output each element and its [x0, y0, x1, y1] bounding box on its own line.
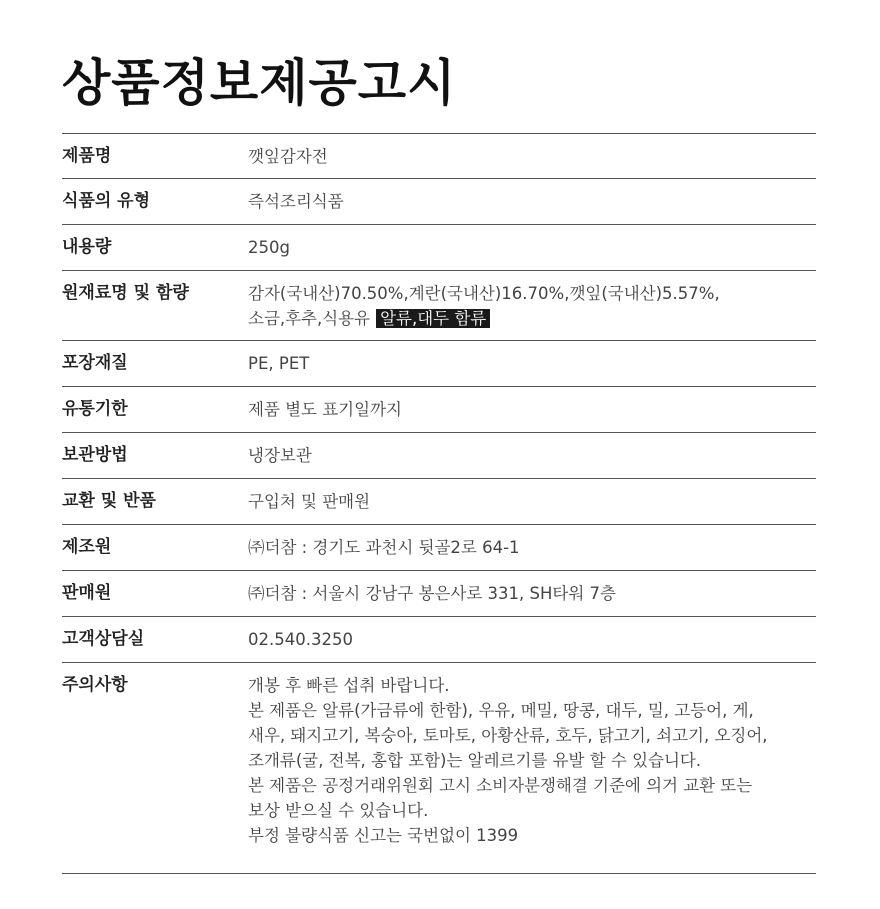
row-value: ㈜더참 : 경기도 과천시 뒷골2로 64-1	[248, 538, 520, 557]
table-row	[62, 433, 816, 479]
value-line	[248, 306, 816, 331]
notice-line: 부정 불량식품 신고는 국번없이 1399	[248, 826, 519, 845]
notice-line: 본 제품은 공정거래위원회 고시 소비자분쟁해결 기준에 의거 교환 또는	[248, 776, 753, 795]
table-row	[62, 525, 816, 571]
row-value: 제품 별도 표기일까지	[248, 400, 402, 419]
row-label: 고객상담실	[62, 629, 145, 649]
row-value: ㈜더참 : 서울시 강남구 봉은사로 331, SH타워 7층	[248, 584, 616, 603]
table-row	[62, 571, 816, 617]
table-row	[62, 387, 816, 433]
row-value: 즉석조리식품	[248, 192, 344, 211]
product-info-table	[62, 133, 816, 874]
row-label: 원재료명 및 함량	[62, 283, 189, 303]
row-value	[248, 271, 816, 340]
row-label: 식품의 유형	[62, 191, 151, 211]
row-label: 내용량	[62, 237, 112, 257]
table-row	[62, 179, 816, 225]
value-line: 감자(국내산)70.50%,계란(국내산)16.70%,깻잎(국내산)5.57%,	[248, 284, 720, 303]
row-value: 깻잎감자전	[248, 147, 328, 166]
row-label: 판매원	[62, 583, 112, 603]
notice-line: 새우, 돼지고기, 복숭아, 토마토, 아황산류, 호두, 닭고기, 쇠고기, 오징어,	[248, 726, 768, 745]
row-label: 주의사항	[62, 675, 128, 695]
notice-line: 개봉 후 빠른 섭취 바랍니다.	[248, 676, 450, 695]
row-value	[248, 663, 816, 873]
notice-line: 본 제품은 알류(가금류에 한함), 우유, 메밀, 땅콩, 대두, 밀, 고등어, 게,	[248, 701, 754, 720]
row-value: 냉장보관	[248, 446, 312, 465]
table-row	[62, 134, 816, 179]
table-row	[62, 479, 816, 525]
row-label: 교환 및 반품	[62, 491, 156, 511]
row-value: 02.540.3250	[248, 630, 353, 649]
notice-line: 조개류(굴, 전복, 홍합 포함)는 알레르기를 유발 할 수 있습니다.	[248, 751, 702, 770]
row-label: 제조원	[62, 537, 112, 557]
row-value: PE, PET	[248, 354, 310, 373]
row-label: 보관방법	[62, 445, 128, 465]
row-label: 유통기한	[62, 399, 128, 419]
row-label: 제품명	[62, 146, 112, 166]
row-label: 포장재질	[62, 353, 128, 373]
row-value: 250g	[248, 238, 290, 257]
allergen-highlight: 알류,대두 함류	[376, 309, 490, 328]
notice-line: 보상 받으실 수 있습니다.	[248, 801, 429, 820]
table-row	[62, 617, 816, 663]
value-line-text: 소금,후추,식용유	[248, 309, 371, 328]
table-row	[62, 271, 816, 341]
table-row	[62, 225, 816, 271]
table-row	[62, 663, 816, 874]
table-row	[62, 341, 816, 387]
row-value: 구입처 및 판매원	[248, 492, 371, 511]
page-title: 상품정보제공고시	[62, 53, 457, 112]
